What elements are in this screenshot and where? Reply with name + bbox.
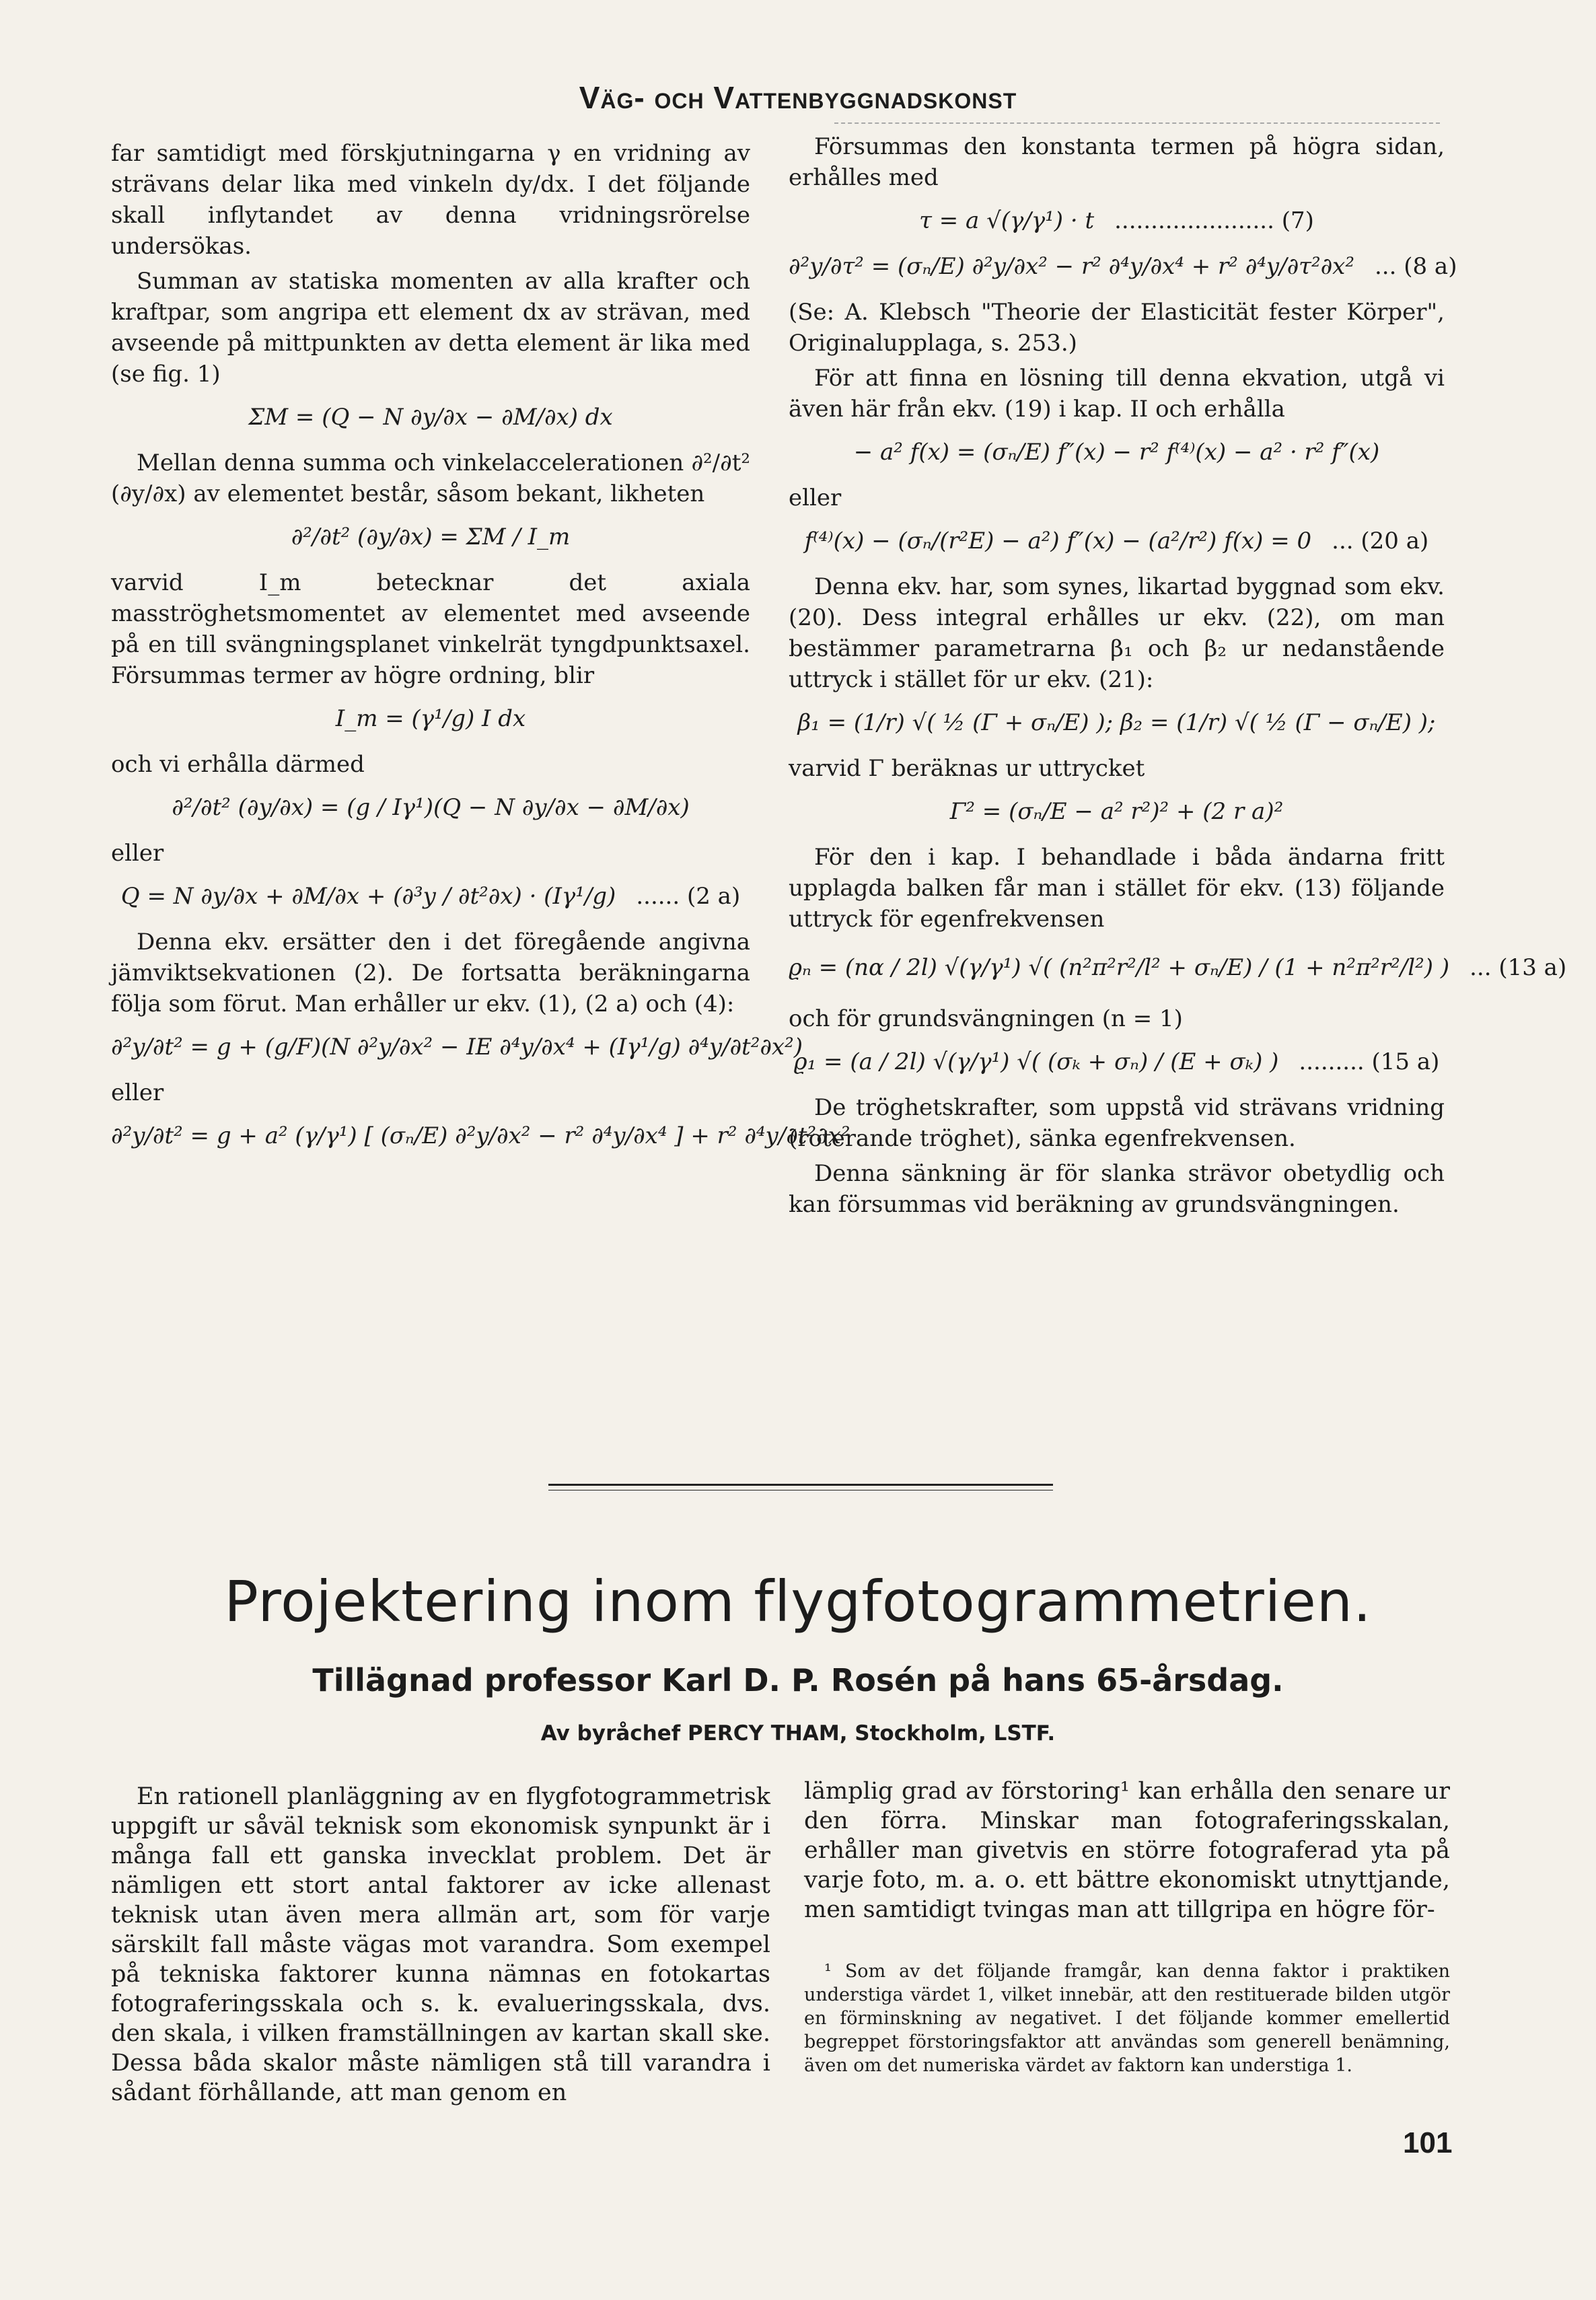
equation-text: ϱ₁ = (a / 2l) √(γ/γ¹) √( (σₖ + σₙ) / (E + σₖ) ) bbox=[793, 1048, 1279, 1075]
paragraph: Försummas den konstanta termen på högra sidan, erhålles med bbox=[789, 133, 1445, 191]
paragraph: Denna ekv. har, som synes, likartad byggnad som ekv. (20). Dess integral erhålles ur ekv. (22), om man bestämmer parametrarna β₁ och β₂ ur nedanstående uttryck i stället för ur ekv. (21): bbox=[789, 573, 1445, 693]
article-subtitle: Tillägnad professor Karl D. P. Rosén på hans 65-årsdag. bbox=[312, 1662, 1284, 1698]
equation-text: ∂²y/∂t² = g + a² (γ/γ¹) [ (σₙ/E) ∂²y/∂x² − r² ∂⁴y/∂x⁴ ] + r² ∂⁴y/∂t²∂x² bbox=[111, 1122, 850, 1149]
equation-text: τ = a √(γ/γ¹) · t bbox=[919, 207, 1095, 234]
paragraph: Denna ekv. ersätter den i det föregående angivna jämviktsekvationen (2). De fortsatta beräkningarna följa som förut. Man erhåller ur ekv. (1), (2 a) och (4): bbox=[111, 929, 750, 1017]
article-title: Projektering inom flygfotogrammetrien. bbox=[224, 1569, 1372, 1634]
equation-text: ΣM = (Q − N ∂y/∂x − ∂M/∂x) dx bbox=[248, 404, 613, 431]
page-number: 101 bbox=[1403, 2126, 1453, 2159]
equation-text: ∂²y/∂τ² = (σₙ/E) ∂²y/∂x² − r² ∂⁴y/∂x⁴ + r² ∂⁴y/∂τ²∂x² bbox=[789, 253, 1354, 280]
paragraph: och vi erhålla därmed bbox=[111, 751, 365, 778]
equation-text: ∂²/∂t² (∂y/∂x) = (g / Iγ¹)(Q − N ∂y/∂x − ∂M/∂x) bbox=[172, 794, 690, 821]
paragraph: Summan av statiska momenten av alla krafter och kraftpar, som angripa ett element dx av strävan, med avseende på mittpunkten av detta element är lika med (se fig. 1) bbox=[111, 268, 750, 388]
equation bbox=[111, 792, 750, 823]
equation bbox=[789, 251, 1457, 282]
equation-number: ...................... (7) bbox=[1114, 207, 1314, 234]
article-byline: Av byråchef PERCY THAM, Stockholm, LSTF. bbox=[540, 1721, 1056, 1746]
header-rule bbox=[834, 122, 1440, 124]
paragraph: eller bbox=[111, 840, 164, 867]
equation-text: Γ² = (σₙ/E − a² r²)² + (2 r a)² bbox=[949, 798, 1284, 825]
article-body-left: En rationell planläggning av en flygfotogrammetrisk uppgift ur såväl teknisk som ekonomisk synpunkt är i många fall ett ganska invecklat problem. Det är nämligen ett stort antal faktorer av icke allenast teknisk utan även mera allmän art, som för varje särskilt fall måste vägas mot varandra. Som exempel på tekniska faktorer kunna nämnas en fotokartas fotograferingsskala och s. k. evalueringsskala, dvs. den skala, i vilken framställningen av kartan skall ske. Dessa båda skalor måste nämligen stå till varandra i sådant förhållande, att man genom en bbox=[111, 1783, 770, 2106]
paragraph: far samtidigt med förskjutningarna γ en vridning av strävans delar lika med vinkeln dy/dx. I det följande skall inflytandet av denna vridningsrörelse undersökas. bbox=[111, 140, 750, 260]
equation bbox=[789, 1046, 1445, 1077]
paragraph: Denna sänkning är för slanka strävor obetydlig och kan försummas vid beräkning av grundsvängningen. bbox=[789, 1160, 1445, 1218]
paragraph: varvid I_m betecknar det axiala masströghetsmomentet av elementet med avseende på en till svängningsplanet vinkelrät tyngdpunktsaxel. Försummas termer av högre ordning, blir bbox=[111, 569, 750, 689]
equation bbox=[789, 707, 1445, 738]
section-divider bbox=[548, 1484, 1053, 1490]
paragraph: De tröghetskrafter, som uppstå vid strävans vridning (roterande tröghet), sänka egenfrekvensen. bbox=[789, 1094, 1445, 1152]
paragraph: eller bbox=[789, 484, 842, 511]
equation-text: − a² f(x) = (σₙ/E) f″(x) − r² f⁽⁴⁾(x) − a² · r² f″(x) bbox=[853, 439, 1380, 466]
equation-text: ∂²y/∂t² = g + (g/F)(N ∂²y/∂x² − IE ∂⁴y/∂x⁴ + (Iγ¹/g) ∂⁴y/∂t²∂x²) bbox=[111, 1034, 803, 1061]
equation bbox=[111, 1120, 850, 1151]
equation-number: ......... (15 a) bbox=[1299, 1048, 1440, 1075]
equation-text: ∂²/∂t² (∂y/∂x) = ΣM / I_m bbox=[291, 524, 571, 550]
running-head: Väg- och Vattenbyggnadskonst bbox=[579, 80, 1017, 115]
equation bbox=[789, 952, 1567, 983]
paragraph: (Se: A. Klebsch "Theorie der Elasticität fester Körper", Originalupplaga, s. 253.) bbox=[789, 299, 1445, 357]
equation-number: ... (20 a) bbox=[1332, 528, 1429, 554]
equation bbox=[789, 205, 1445, 236]
equation-text: f⁽⁴⁾(x) − (σₙ/(r²E) − a²) f″(x) − (a²/r²) f(x) = 0 bbox=[804, 528, 1312, 554]
equation-text: ϱₙ = (nα / 2l) √(γ/γ¹) √( (n²π²r²/l² + σₙ/E) / (1 + n²π²r²/l²) ) bbox=[789, 954, 1450, 981]
equation-text: I_m = (γ¹/g) I dx bbox=[335, 705, 526, 732]
equation bbox=[111, 1032, 803, 1063]
paragraph: eller bbox=[111, 1079, 164, 1106]
equation-number: ... (13 a) bbox=[1470, 954, 1567, 981]
paragraph: För den i kap. I behandlade i båda ändarna fritt upplagda balken får man i stället för ekv. (13) följande uttryck för egenfrekvensen bbox=[789, 844, 1445, 933]
equation bbox=[789, 526, 1445, 556]
equation bbox=[789, 796, 1445, 827]
equation bbox=[789, 437, 1445, 468]
equation bbox=[111, 522, 750, 552]
equation-number: ...... (2 a) bbox=[636, 883, 741, 910]
equation bbox=[111, 703, 750, 734]
equation bbox=[111, 881, 750, 912]
paragraph: För att finna en lösning till denna ekvation, utgå vi även här från ekv. (19) i kap. II och erhålla bbox=[789, 365, 1445, 423]
paragraph: varvid Γ beräknas ur uttrycket bbox=[789, 755, 1145, 782]
paragraph: och för grundsvängningen (n = 1) bbox=[789, 1005, 1183, 1032]
equation-text: β₁ = (1/r) √( ½ (Γ + σₙ/E) ); β₂ = (1/r) √( ½ (Γ − σₙ/E) ); bbox=[797, 709, 1436, 736]
article-body-right: lämplig grad av förstoring¹ kan erhålla den senare ur den förra. Minskar man fotograferingsskalan, erhåller man givetvis en större fotograferad yta på varje foto, m. a. o. ett bättre ekonomiskt utnyttjande, men samtidigt tvingas man att tillgripa en högre för- bbox=[804, 1778, 1450, 1923]
equation bbox=[111, 402, 750, 433]
footnote: ¹ Som av det följande framgår, kan denna faktor i praktiken understiga värdet 1, vilket innebär, att den restituerade bilden utgör en förminskning av negativet. I det följande kommer emellertid begreppet förstoringsfaktor att användas som generell benämning, även om det numeriska värdet av faktorn kan understiga 1. bbox=[804, 1961, 1450, 2076]
left-column bbox=[111, 138, 850, 1166]
paragraph: Mellan denna summa och vinkelaccelerationen ∂²/∂t² (∂y/∂x) av elementet består, såsom bekant, likheten bbox=[111, 450, 750, 507]
equation-number: ... (8 a) bbox=[1375, 253, 1457, 280]
equation-text: Q = N ∂y/∂x + ∂M/∂x + (∂³y / ∂t²∂x) · (Iγ¹/g) bbox=[120, 883, 616, 910]
right-column bbox=[789, 131, 1567, 1224]
